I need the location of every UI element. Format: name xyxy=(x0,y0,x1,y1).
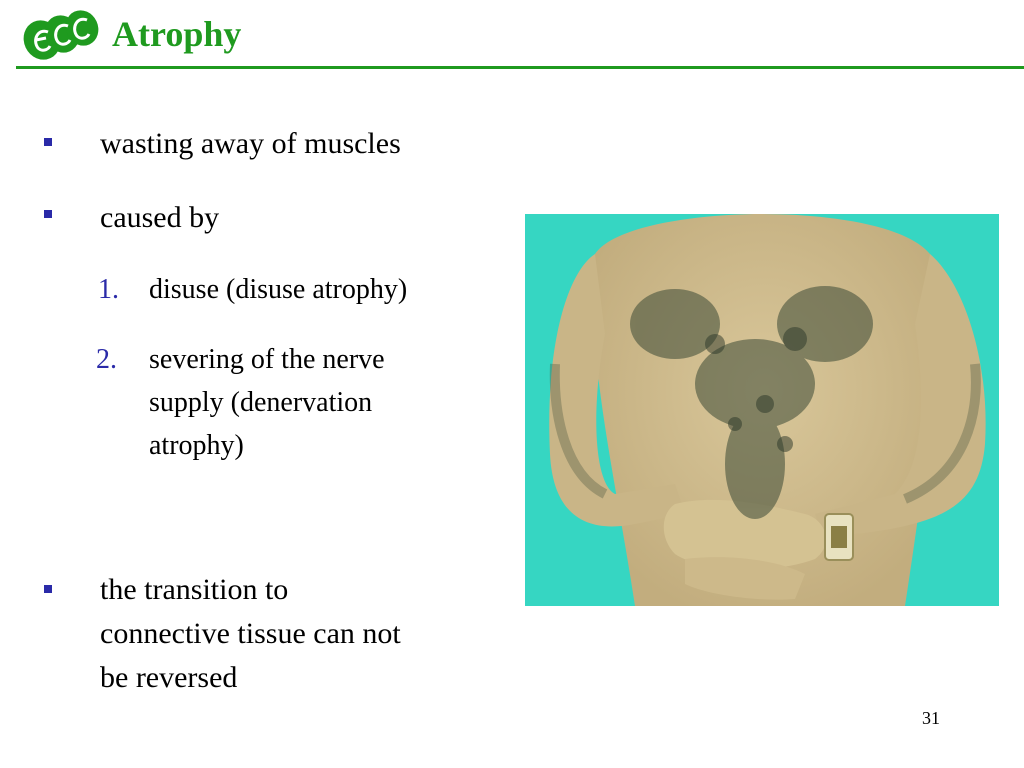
bullet-text-transition-line3: be reversed xyxy=(100,661,238,694)
bullet-text-transition-line1: the transition to xyxy=(100,573,289,606)
page-number: 31 xyxy=(922,708,940,728)
bullet-text-transition-line2: connective tissue can not xyxy=(100,617,401,650)
bullet-square-icon xyxy=(44,210,52,218)
subitem-text-denervation-line2: supply (denervation xyxy=(149,387,373,418)
ecc-logo-icon xyxy=(20,6,102,64)
bullet-text-wasting: wasting away of muscles xyxy=(100,127,401,160)
subitem-number-1: 1. xyxy=(98,274,119,305)
torso-photo xyxy=(525,214,999,606)
title-divider xyxy=(16,66,1024,69)
subitem-text-denervation-line1: severing of the nerve xyxy=(149,344,385,375)
torso-photo-icon xyxy=(525,214,999,606)
page-title: Atrophy xyxy=(112,14,242,54)
bullet-square-icon xyxy=(44,138,52,146)
subitem-text-disuse: disuse (disuse atrophy) xyxy=(149,274,408,305)
bullet-text-caused-by: caused by xyxy=(100,201,220,234)
subitem-number-2: 2. xyxy=(96,344,117,375)
bullet-square-icon xyxy=(44,585,52,593)
subitem-text-denervation-line3: atrophy) xyxy=(149,430,244,461)
